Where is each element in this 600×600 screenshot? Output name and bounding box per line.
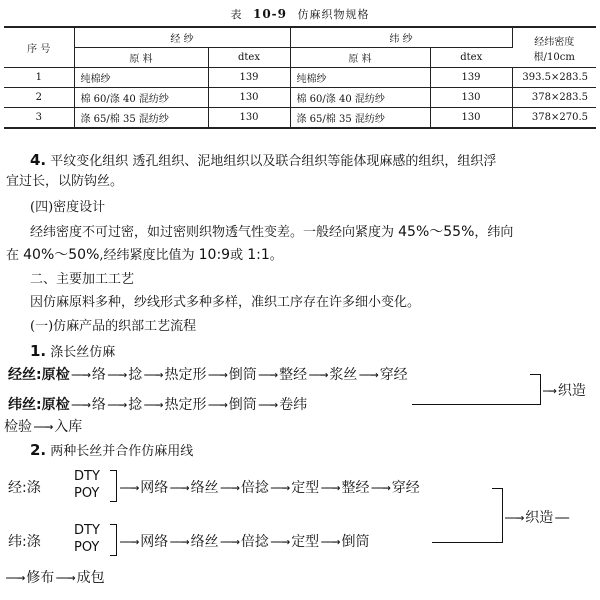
flow-step: 捻 [128, 367, 143, 383]
flow-step: 倒筒 [228, 367, 257, 383]
paragraph-weave [30, 150, 596, 172]
paragraph-text: 经纬密度不可过密，如过密则织物透气性变差。一般经向紧度为 [30, 225, 399, 240]
flow-step: 倍捻 [240, 480, 269, 496]
flow2-weft-prefix: 纬:涤 [8, 534, 41, 550]
cell-weft-material: 棉 60/涤 40 混纺纱 [290, 88, 430, 108]
arrow-icon: ——→ [258, 367, 276, 383]
flow2-weft-yarns [74, 522, 100, 556]
arrow-icon: ——→ [220, 534, 237, 550]
density-label: 经纬密度 [534, 36, 575, 48]
item-number: 1. [30, 342, 47, 360]
arrow-icon: ——→ [107, 397, 125, 413]
arrow-icon: ——→ [170, 480, 187, 496]
flow-step: 热定形 [164, 397, 207, 413]
cell-warp-material: 涤 65/棉 35 混纺纱 [74, 108, 208, 129]
cell-seq: 2 [4, 88, 74, 108]
arrow-icon: ——→ [258, 397, 276, 413]
arrow-icon: ——→ [144, 367, 161, 383]
table-row [4, 68, 596, 88]
flow1-after [4, 416, 82, 436]
flow-step: 浆丝 [329, 367, 358, 383]
arrow-icon: ——→ [144, 397, 161, 413]
cell-warp-dtex: 130 [208, 88, 290, 108]
flow-step: 入库 [54, 419, 83, 435]
ratio-b: 1:1 [247, 247, 270, 263]
bracket [110, 524, 117, 556]
paragraph-density-cont [6, 245, 596, 266]
caption-prefix: 表 [230, 8, 243, 21]
flow1-join [541, 380, 586, 400]
flow-step: 整经 [279, 367, 308, 383]
item-heading-1 [30, 341, 596, 363]
weft-tightness: 40%～50% [23, 247, 100, 263]
paragraph-text: 平纹变化组织 透孔组织、泥地组织以及联合组织等能体现麻感的组织，组织浮 [50, 154, 497, 169]
yarn-type: POY [74, 486, 100, 501]
flow-step: 热定形 [164, 367, 207, 383]
flow-step: 经丝:原检 [8, 367, 70, 383]
paragraph-text: 。 [269, 248, 283, 263]
header-warp-material: 原 料 [74, 48, 208, 68]
paragraph-text: ，纬向 [474, 225, 514, 240]
flow2-weft-line [118, 531, 369, 551]
table-row [4, 108, 596, 129]
flow-step: 络丝 [190, 480, 219, 496]
arrow-icon: ——→ [120, 480, 137, 496]
yarn-type: DTY [74, 523, 100, 538]
flow-step: 织造 [525, 510, 554, 526]
header-seq: 序 号 [4, 27, 74, 68]
arrow-icon: ——→ [220, 480, 237, 496]
spec-table [4, 26, 596, 129]
merge-line [530, 374, 540, 375]
flow-step: 络 [91, 397, 106, 413]
flow-step: 纬丝:原检 [8, 397, 70, 413]
merge-line [492, 488, 502, 489]
flow-step: 织造 [557, 383, 586, 399]
arrow-icon: ——→ [321, 534, 338, 550]
arrow-icon: ——→ [208, 397, 225, 413]
arrow-icon: ——→ [71, 397, 88, 413]
arrow-icon: ——→ [34, 419, 51, 435]
flow-step: 穿经 [391, 480, 420, 496]
header-weft-material: 原 料 [290, 48, 430, 68]
arrow-icon: —— [555, 510, 567, 526]
flow2-warp-prefix: 经:涤 [8, 480, 41, 496]
cell-warp-material: 棉 60/涤 40 混纺纱 [74, 88, 208, 108]
arrow-icon: ——→ [170, 534, 187, 550]
arrow-icon: —→ [543, 383, 554, 399]
caption-title: 仿麻织物规格 [297, 8, 370, 21]
arrow-icon: ——→ [309, 367, 326, 383]
flow-step: 络 [91, 367, 106, 383]
flow-step: 网络 [140, 480, 169, 496]
flow-step: 倒筒 [228, 397, 257, 413]
paragraph-text: 在 [6, 248, 24, 263]
density-unit: 根/10cm [533, 51, 575, 63]
section-heading-weaving: (一)仿麻产品的织部工艺流程 [30, 319, 197, 334]
arrow-icon: ——→ [208, 367, 225, 383]
flow2-warp-line [118, 477, 420, 497]
paragraph-process: 因仿麻原料多种，纱线形式多种多样，准织工序存在许多细小变化。 [30, 295, 421, 310]
item-title: 两种长丝并合作仿麻用线 [50, 444, 194, 459]
cell-seq: 1 [4, 68, 74, 88]
caption-number: 10-9 [252, 7, 288, 21]
flow2-after [4, 567, 105, 587]
arrow-icon: ——→ [107, 367, 125, 383]
arrow-icon: ——→ [371, 480, 388, 496]
flow-step: 成包 [76, 570, 105, 586]
arrow-icon: ——→ [120, 534, 137, 550]
cell-weft-material: 涤 65/棉 35 混纺纱 [290, 108, 430, 129]
paragraph-text: 或 [230, 248, 248, 263]
merge-line [412, 404, 540, 405]
bracket [110, 470, 117, 502]
arrow-icon: ——→ [6, 570, 23, 586]
header-weft: 纬 纱 [290, 27, 512, 48]
yarn-type: POY [74, 540, 100, 555]
paragraph-weave-cont: 宜过长，以防钩丝。 [6, 174, 124, 189]
ratio-a: 10:9 [198, 247, 231, 263]
arrow-icon: ——→ [505, 510, 522, 526]
flow-step: 卷纬 [279, 397, 308, 413]
item-heading-2 [30, 440, 596, 462]
flow-step: 定型 [291, 534, 320, 550]
flow1-warp-line [8, 364, 408, 384]
header-weft-dtex: dtex [430, 48, 512, 68]
item-number: 2. [30, 441, 47, 459]
item-title: 涤长丝仿麻 [50, 345, 116, 360]
flow-step: 倒筒 [341, 534, 370, 550]
cell-density: 378×283.5 [512, 88, 596, 108]
flow-step: 修布 [26, 570, 55, 586]
cell-density: 393.5×283.5 [512, 68, 596, 88]
flow-step: 倍捻 [240, 534, 269, 550]
cell-weft-dtex: 130 [430, 108, 512, 129]
table-row [4, 88, 596, 108]
cell-weft-material: 纯棉纱 [290, 68, 430, 88]
header-warp: 经 纱 [74, 27, 290, 48]
arrow-icon: ——→ [71, 367, 88, 383]
flow-step: 捻 [128, 397, 143, 413]
item-number: 4. [30, 151, 47, 169]
arrow-icon: ——→ [270, 534, 288, 550]
flow-step: 定型 [291, 480, 320, 496]
header-density [512, 27, 596, 68]
flow-step: 检验 [4, 419, 32, 435]
flow2-warp-yarns [74, 468, 100, 502]
flow2-join [503, 507, 570, 527]
cell-density: 378×270.5 [512, 108, 596, 129]
arrow-icon: ——→ [56, 570, 73, 586]
cell-warp-dtex: 130 [208, 108, 290, 129]
cell-warp-dtex: 139 [208, 68, 290, 88]
merge-line [432, 542, 502, 543]
yarn-type: DTY [74, 469, 100, 484]
arrow-icon: ——→ [359, 367, 376, 383]
header-warp-dtex: dtex [208, 48, 290, 68]
paragraph-text: ,经纬紧度比值为 [99, 248, 199, 263]
paragraph-density [30, 222, 596, 243]
flow-step: 络丝 [190, 534, 219, 550]
warp-tightness: 45%～55% [398, 224, 475, 240]
flow-step: 整经 [341, 480, 370, 496]
cell-warp-material: 纯棉纱 [74, 68, 208, 88]
arrow-icon: ——→ [321, 480, 338, 496]
cell-weft-dtex: 130 [430, 88, 512, 108]
section-heading-density: (四)密度设计 [30, 200, 106, 215]
flow-step: 穿经 [379, 367, 408, 383]
flow1-weft-line [8, 394, 307, 414]
table-caption [0, 6, 600, 22]
section-heading-process: 二、主要加工工艺 [30, 272, 135, 287]
arrow-icon: ——→ [270, 480, 288, 496]
flow-step: 网络 [140, 534, 169, 550]
cell-weft-dtex: 139 [430, 68, 512, 88]
cell-seq: 3 [4, 108, 74, 129]
